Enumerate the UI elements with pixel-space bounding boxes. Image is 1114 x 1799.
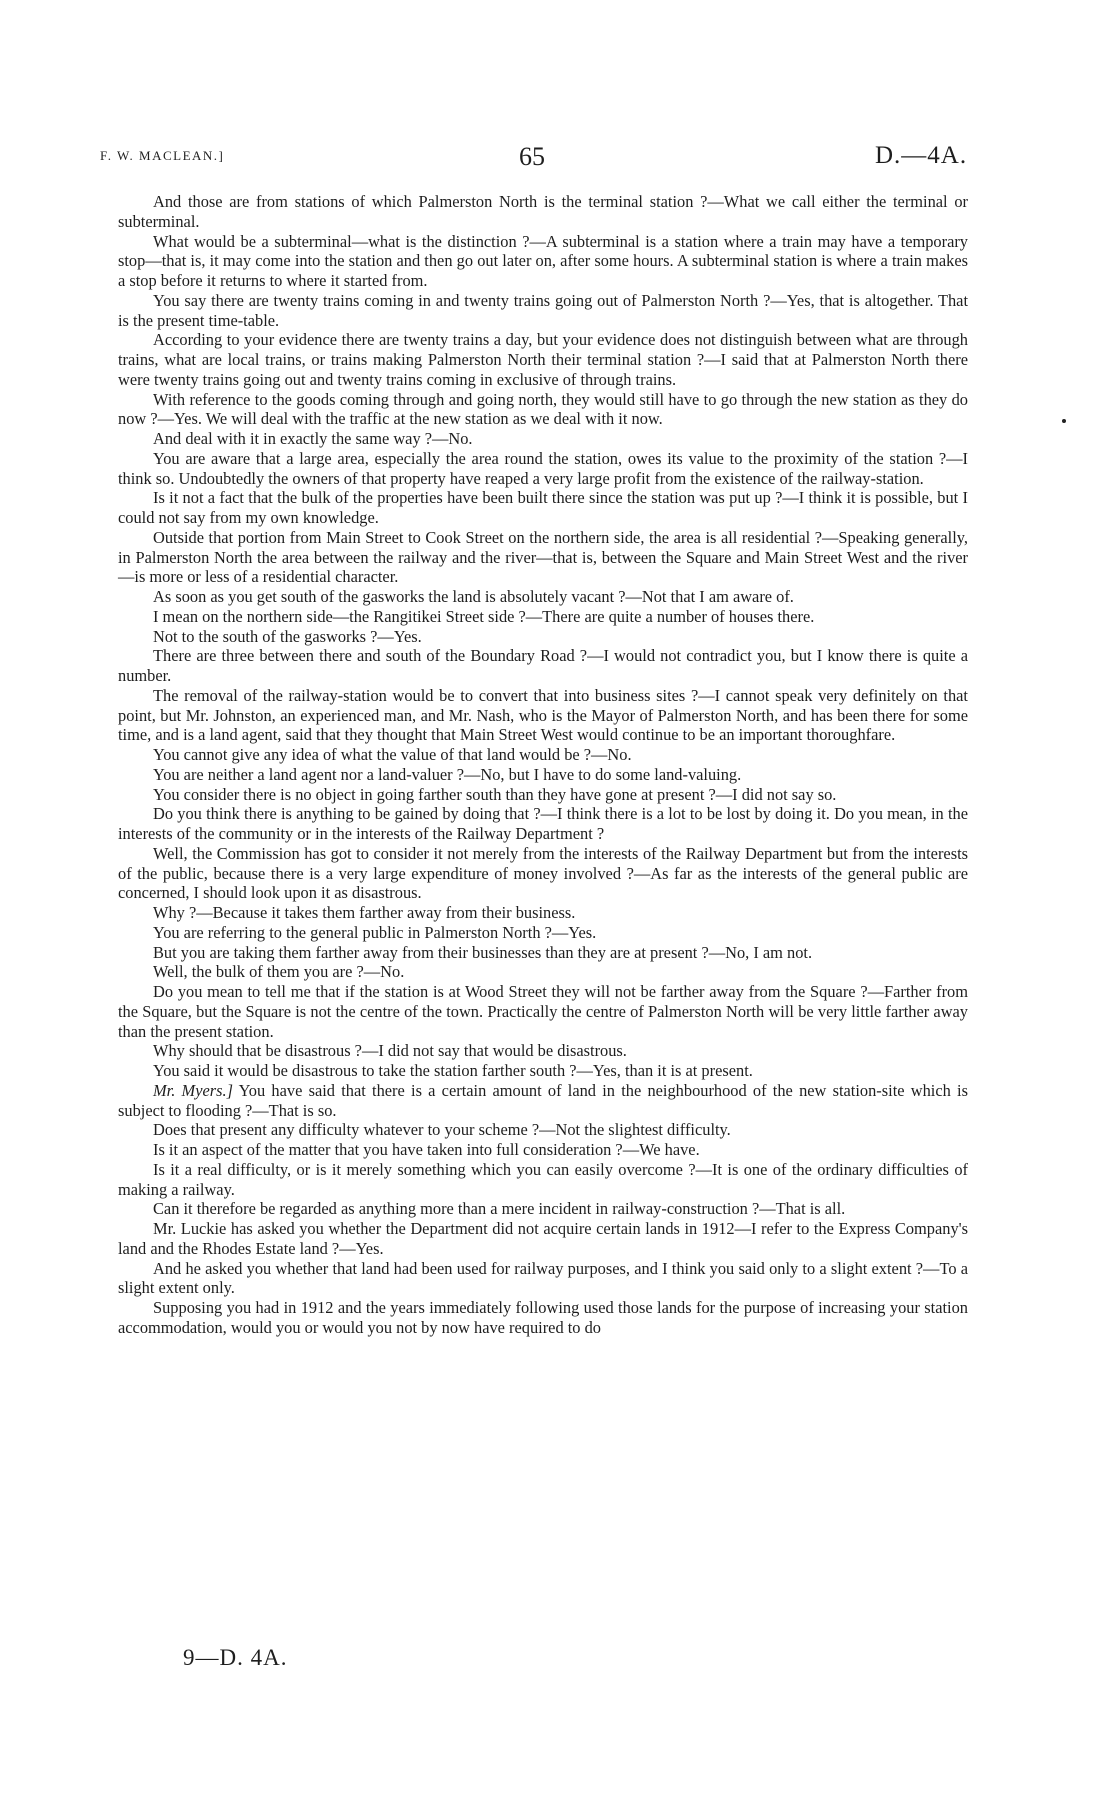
paragraph: Well, the Commission has got to consider it not merely from the interests of the Railway Department but from the interests of the public, because there is a very large expenditure of money involved ?—As far as the interests of the general public are concerned, I should look upon it as disastrous. [118, 843, 968, 903]
paragraph-speaker-change [118, 1081, 968, 1121]
paragraph: And deal with it in exactly the same way ?—No. [153, 429, 473, 448]
paragraph: The removal of the railway-station would be to convert that into business sites ?—I cannot speak very definitely on that point, but Mr. Johnston, an experienced man, and Mr. Nash, who is the Mayor of Palmerston North, and has been there for some time, and is a land agent, said that they thought that Main Street West would continue to be an important thoroughfare. [118, 685, 968, 745]
paragraph: You are referring to the general public in Palmerston North ?—Yes. [153, 922, 597, 942]
paragraph: According to your evidence there are twenty trains a day, but your evidence does not distinguish between what are through trains, what are local trains, or trains making Palmerston North their terminal station ?—I said that at Palmerston North there were twenty trains going out and twenty trains coming in exclusive of through trains. [118, 330, 968, 389]
document-code: D.—4A. [875, 142, 968, 169]
signature-mark: 9—D. 4A. [183, 1645, 288, 1670]
paragraph: As soon as you get south of the gasworks the land is absolutely vacant ?—Not that I am aware of. [153, 587, 794, 606]
paragraph: I mean on the northern side—the Rangitikei Street side ?—There are quite a number of houses there. [153, 606, 815, 626]
speaker-label: Mr. Myers.] [153, 1080, 233, 1100]
document-body [118, 192, 968, 1338]
paragraph: Do you think there is anything to be gained by doing that ?—I think there is a lot to be lost by doing it. Do you mean, in the interests of the community or in the interests of the Railway Department ? [118, 804, 968, 843]
margin-dot [1062, 419, 1066, 423]
paragraph: Outside that portion from Main Street to Cook Street on the northern side, the area is all residential ?—Speaking generally, in Palmerston North the area between the railway and the river—that is, between the Square and Main Street West and the river—is more or less of a residential character. [118, 527, 968, 587]
paragraph: But you are taking them farther away from their businesses than they are at present ?—No, I am not. [153, 942, 813, 962]
witness-name: F. W. MACLEAN.] [100, 148, 225, 163]
paragraph: Why should that be disastrous ?—I did not say that would be disastrous. [153, 1041, 627, 1061]
paragraph: And he asked you whether that land had been used for railway purposes, and I think you said only to a slight extent ?—To a slight extent only. [118, 1258, 968, 1298]
page-header [0, 142, 1114, 176]
paragraph: You cannot give any idea of what the value of that land would be ?—No. [153, 745, 632, 764]
page-number: 65 [519, 142, 545, 171]
paragraph: Is it a real difficulty, or is it merely something which you can easily overcome ?—It is one of the ordinary difficulties of making a railway. [118, 1159, 968, 1199]
paragraph: You consider there is no object in going farther south than they have gone at present ?—I did not say so. [153, 784, 837, 804]
paragraph: And those are from stations of which Palmerston North is the terminal station ?—What we call either the terminal or subterminal. [118, 192, 968, 231]
paragraph: There are three between there and south of the Boundary Road ?—I would not contradict you, but I know there is quite a number. [118, 646, 968, 685]
paragraph: Does that present any difficulty whatever to your scheme ?—Not the slightest difficulty. [153, 1120, 731, 1140]
paragraph: What would be a subterminal—what is the distinction ?—A subterminal is a station where a train may have a temporary stop—that is, it may come into the station and then go out later on, after some hours. A subterminal station is where a train makes a stop before it returns to where it started from. [118, 231, 968, 290]
paragraph: Do you mean to tell me that if the station is at Wood Street they will not be farther away from the Square ?—Farther from the Square, but the Square is not the centre of the town. Practically the centre of Palmerston North will be very little farther away than the present station. [118, 982, 968, 1041]
paragraph: You are aware that a large area, especially the area round the station, owes its value to the proximity of the station ?—I think so. Undoubtedly the owners of that property have reaped a very large profit from the existence of the railway-station. [118, 448, 968, 488]
paragraph: You said it would be disastrous to take the station farther south ?—Yes, than it is at present. [153, 1061, 753, 1080]
paragraph: Why ?—Because it takes them farther away from their business. [153, 903, 576, 922]
paragraph: Can it therefore be regarded as anything more than a mere incident in railway-construction ?—That is all. [153, 1199, 846, 1219]
paragraph: Is it an aspect of the matter that you have taken into full consideration ?—We have. [153, 1140, 700, 1159]
paragraph-text: You have said that there is a certain amount of land in the neighbourhood of the new station-site which is subject to flooding ?—That is so. [118, 1080, 968, 1120]
paragraph: With reference to the goods coming through and going north, they would still have to go through the new station as they do now ?—Yes. We will deal with the traffic at the new station as we deal with it now. [118, 389, 968, 429]
paragraph: Well, the bulk of them you are ?—No. [153, 962, 405, 982]
paragraph: You are neither a land agent nor a land-valuer ?—No, but I have to do some land-valuing. [153, 764, 742, 784]
paragraph: Supposing you had in 1912 and the years immediately following used those lands for the purpose of increasing your station accommodation, would you or would you not by now have required to do [118, 1298, 968, 1337]
paragraph: Is it not a fact that the bulk of the properties have been built there since the station was put up ?—I think it is possible, but I could not say from my own knowledge. [118, 488, 968, 527]
paragraph: You say there are twenty trains coming in and twenty trains going out of Palmerston North ?—Yes, that is altogether. That is the present time-table. [118, 290, 968, 330]
paragraph: Mr. Luckie has asked you whether the Department did not acquire certain lands in 1912—I refer to the Express Company's land and the Rhodes Estate land ?—Yes. [118, 1219, 968, 1258]
paragraph: Not to the south of the gasworks ?—Yes. [153, 626, 422, 646]
